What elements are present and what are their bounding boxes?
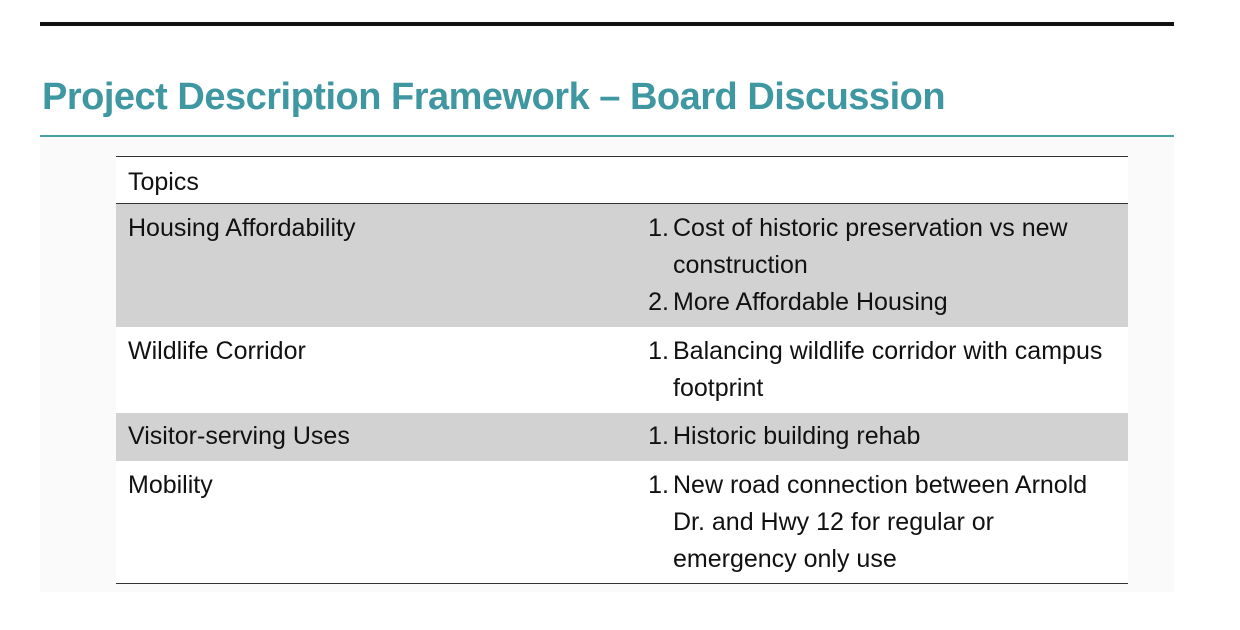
- table-row: [116, 413, 1128, 461]
- item-text: New road connection between Arnold Dr. and Hwy 12 for regular or emergency only use: [673, 471, 1088, 573]
- item-number: 1.: [648, 471, 669, 499]
- table-header: Topics: [116, 157, 1128, 204]
- item-text: Balancing wildlife corridor with campus footprint: [673, 337, 1103, 402]
- discussion-items: [621, 333, 1128, 413]
- table-row: [116, 461, 1128, 583]
- topic-cell: [116, 210, 621, 327]
- discussion-items: [621, 467, 1128, 583]
- topic-label: Housing Affordability: [128, 214, 356, 242]
- topic-label: Visitor-serving Uses: [128, 422, 350, 450]
- list-item: [621, 284, 1128, 321]
- topic-cell: [116, 333, 621, 413]
- item-number: 1.: [648, 422, 669, 450]
- table-row: [116, 327, 1128, 413]
- topics-table: [116, 156, 1128, 584]
- title-rule: [40, 135, 1174, 137]
- list-item: [621, 467, 1128, 578]
- table-row: [116, 204, 1128, 327]
- discussion-items: [621, 210, 1128, 327]
- item-text: Historic building rehab: [673, 422, 921, 450]
- top-rule: [40, 22, 1174, 26]
- discussion-items: [621, 418, 1128, 461]
- item-number: 2.: [648, 288, 669, 316]
- list-item: [621, 333, 1128, 407]
- topic-label: Mobility: [128, 471, 213, 499]
- slide-title: Project Description Framework – Board Discussion: [42, 76, 946, 118]
- topic-cell: [116, 418, 621, 461]
- topic-cell: [116, 467, 621, 583]
- item-number: 1.: [648, 337, 669, 365]
- topic-label: Wildlife Corridor: [128, 337, 306, 365]
- item-number: 1.: [648, 214, 669, 242]
- item-text: More Affordable Housing: [673, 288, 948, 316]
- item-text: Cost of historic preservation vs new construction: [673, 214, 1068, 279]
- list-item: [621, 418, 1128, 455]
- list-item: [621, 210, 1128, 284]
